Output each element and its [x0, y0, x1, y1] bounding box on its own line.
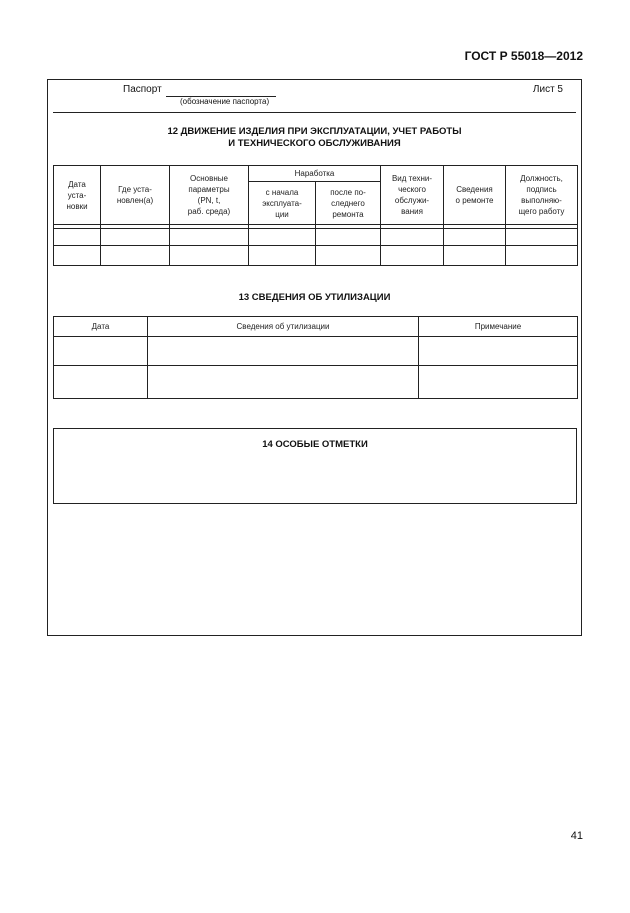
col-since-start: с начала эксплуата- ции: [249, 182, 316, 225]
col-disposal-note: Примечание: [419, 317, 578, 337]
col-operating-time: Наработка: [249, 166, 381, 182]
section-12-title-line-1: 12 ДВИЖЕНИЕ ИЗДЕЛИЯ ПРИ ЭКСПЛУАТАЦИИ, УЧЕТ РАБОТЫ: [167, 126, 462, 137]
col-disposal-info: Сведения об утилизации: [148, 317, 419, 337]
sheet-number: Лист 5: [532, 84, 563, 95]
col-repair-info: Сведения о ремонте: [444, 166, 506, 225]
col-service-type: Вид техни- ческого обслужи- вания: [381, 166, 444, 225]
col-position-signature: Должность, подпись выполняю- щего работу: [506, 166, 578, 225]
section-12-title-line-2: И ТЕХНИЧЕСКОГО ОБСЛУЖИВАНИЯ: [228, 138, 401, 149]
disposal-table: [53, 316, 578, 399]
col-since-last-repair: после по- следнего ремонта: [316, 182, 381, 225]
section-14-title: 14 ОСОБЫЕ ОТМЕТКИ: [262, 439, 368, 450]
header-divider: [53, 112, 576, 113]
section-12-title: [48, 126, 581, 150]
col-installation-date: Дата уста- новки: [54, 166, 101, 225]
table-row: [54, 246, 578, 266]
standard-code: ГОСТ Р 55018—2012: [464, 49, 583, 63]
col-main-parameters: Основные параметры (PN, t, раб. среда): [170, 166, 249, 225]
table-row: [54, 337, 578, 366]
page-number: 41: [570, 830, 583, 842]
passport-designation-hint: (обозначение паспорта): [180, 97, 270, 106]
special-notes-box: [53, 428, 577, 504]
operation-movement-table: [53, 165, 578, 266]
passport-label: Паспорт: [123, 84, 162, 95]
col-installed-where: Где уста- новлен(а): [101, 166, 170, 225]
passport-form-frame: [47, 79, 582, 636]
table-row: [54, 366, 578, 399]
section-13-title: 13 СВЕДЕНИЯ ОБ УТИЛИЗАЦИИ: [238, 292, 391, 303]
col-disposal-date: Дата: [54, 317, 148, 337]
table-row: [54, 229, 578, 246]
